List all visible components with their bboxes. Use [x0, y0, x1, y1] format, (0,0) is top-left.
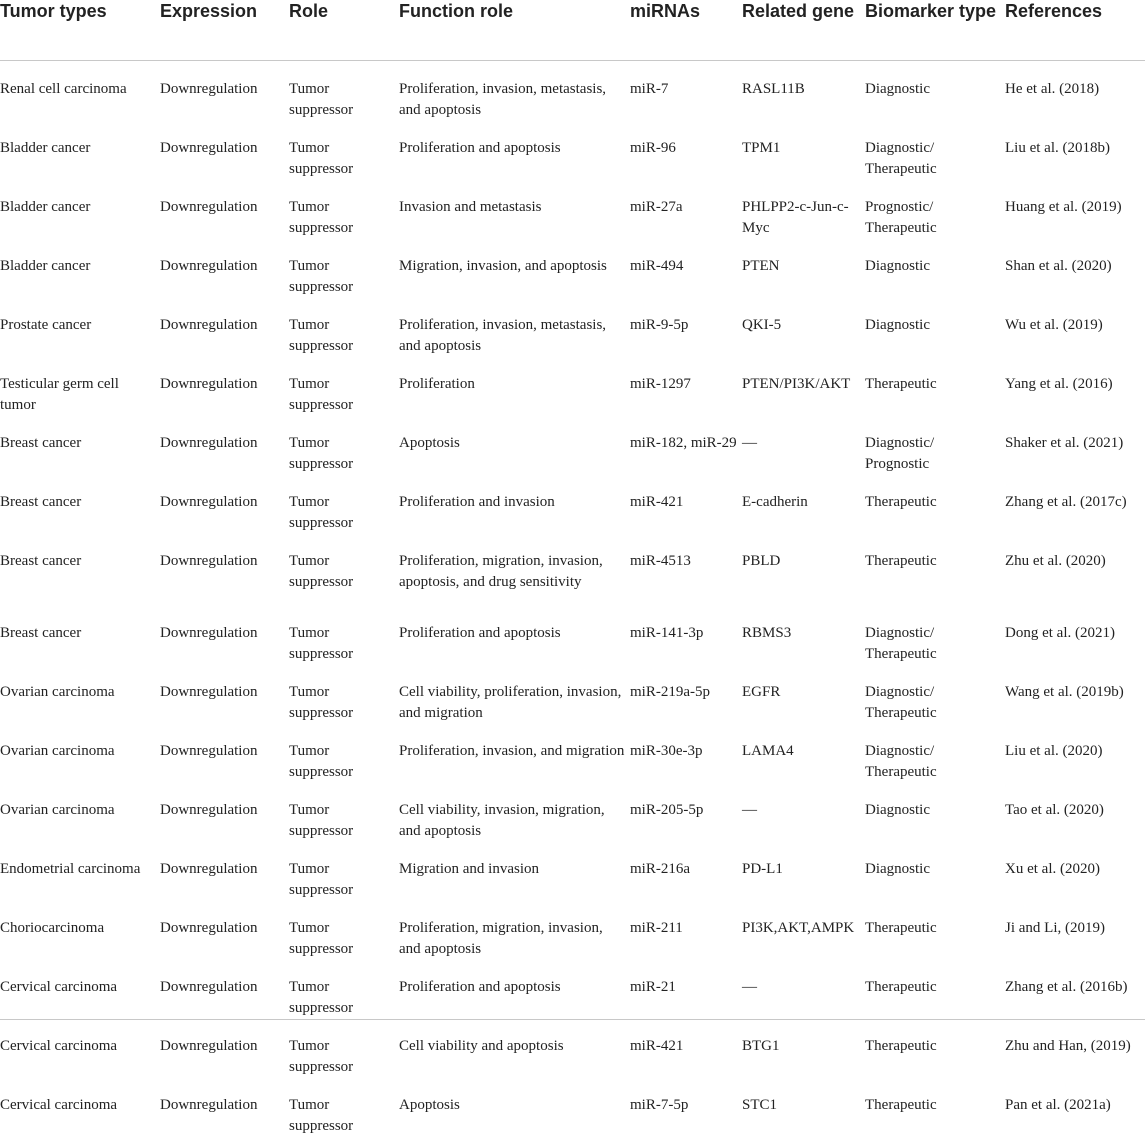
table-row — [0, 1019, 1145, 1078]
cell-reference: Xu et al. (2020) — [1005, 860, 1100, 877]
cell-reference: Zhu et al. (2020) — [1005, 552, 1106, 569]
header-biomarker-type: Biomarker type — [865, 1, 997, 21]
cell-biomarker-type: Therapeutic — [865, 552, 937, 569]
cell-expression: Downregulation — [160, 860, 258, 877]
header-references: References — [1005, 1, 1103, 21]
table-row — [0, 475, 1145, 534]
cell-role: Tumor suppressor — [289, 742, 354, 780]
cell-biomarker-type: Diagnostic — [865, 316, 930, 333]
cell-reference: Pan et al. (2021a) — [1005, 1096, 1111, 1113]
cell-mirnas: miR-96 — [630, 139, 676, 156]
header-related-gene: Related gene — [742, 1, 855, 21]
cell-mirnas: miR-219a-5p — [630, 683, 710, 700]
cell-function-role: Proliferation, migration, invasion, apoptosis, and drug sensitivity — [399, 552, 603, 590]
cell-biomarker-type: Diagnostic/ Prognostic — [865, 434, 935, 472]
table-row — [0, 842, 1145, 901]
table-row — [0, 180, 1145, 239]
cell-expression: Downregulation — [160, 198, 258, 215]
cell-mirnas: miR-494 — [630, 257, 684, 274]
cell-role: Tumor suppressor — [289, 375, 354, 413]
cell-role: Tumor suppressor — [289, 257, 354, 295]
cell-tumor-type: Bladder cancer — [0, 139, 91, 156]
cell-tumor-type: Cervical carcinoma — [0, 978, 118, 995]
cell-related-gene: — — [742, 801, 757, 818]
cell-mirnas: miR-7-5p — [630, 1096, 689, 1113]
cell-reference: Ji and Li, (2019) — [1005, 919, 1105, 936]
cell-reference: Liu et al. (2018b) — [1005, 139, 1110, 156]
cell-mirnas: miR-1297 — [630, 375, 691, 392]
cell-function-role: Invasion and metastasis — [399, 198, 542, 215]
table-row — [0, 239, 1145, 298]
table-row — [0, 606, 1145, 665]
cell-function-role: Proliferation and apoptosis — [399, 978, 561, 995]
cell-related-gene: RASL11B — [742, 80, 805, 97]
cell-function-role: Migration and invasion — [399, 860, 539, 877]
cell-mirnas: miR-141-3p — [630, 624, 704, 641]
cell-expression: Downregulation — [160, 978, 258, 995]
table-row — [0, 121, 1145, 180]
cell-expression: Downregulation — [160, 375, 258, 392]
cell-reference: Dong et al. (2021) — [1005, 624, 1115, 641]
cell-mirnas: miR-21 — [630, 978, 676, 995]
cell-related-gene: TPM1 — [742, 139, 781, 156]
cell-role: Tumor suppressor — [289, 860, 354, 898]
cell-biomarker-type: Diagnostic — [865, 860, 930, 877]
table-row — [0, 665, 1145, 724]
header-mirnas: miRNAs — [630, 1, 701, 21]
cell-reference: Zhang et al. (2017c) — [1005, 493, 1127, 510]
cell-related-gene: PTEN/PI3K/AKT — [742, 375, 851, 392]
cell-biomarker-type: Diagnostic — [865, 801, 930, 818]
cell-related-gene: PHLPP2-c-Jun-c-Myc — [742, 198, 849, 236]
cell-related-gene: EGFR — [742, 683, 781, 700]
cell-biomarker-type: Therapeutic — [865, 493, 937, 510]
cell-related-gene: PBLD — [742, 552, 781, 569]
table-row — [0, 60, 1145, 121]
cell-mirnas: miR-421 — [630, 1037, 684, 1054]
cell-role: Tumor suppressor — [289, 683, 354, 721]
cell-related-gene: PTEN — [742, 257, 780, 274]
cell-expression: Downregulation — [160, 1037, 258, 1054]
cell-role: Tumor suppressor — [289, 1037, 354, 1075]
header-row — [0, 0, 1145, 60]
cell-function-role: Cell viability, proliferation, invasion, and migration — [399, 683, 622, 721]
cell-biomarker-type: Diagnostic/ Therapeutic — [865, 742, 937, 780]
cell-reference: Wu et al. (2019) — [1005, 316, 1103, 333]
cell-function-role: Cell viability and apoptosis — [399, 1037, 564, 1054]
cell-related-gene: BTG1 — [742, 1037, 780, 1054]
cell-tumor-type: Breast cancer — [0, 434, 82, 451]
header-role: Role — [289, 1, 329, 21]
cell-mirnas: miR-30e-3p — [630, 742, 703, 759]
cell-mirnas: miR-216a — [630, 860, 690, 877]
cell-tumor-type: Bladder cancer — [0, 198, 91, 215]
cell-mirnas: miR-421 — [630, 493, 684, 510]
cell-function-role: Proliferation, invasion, metastasis, and apoptosis — [399, 316, 607, 354]
cell-role: Tumor suppressor — [289, 316, 354, 354]
cell-expression: Downregulation — [160, 434, 258, 451]
cell-reference: Shaker et al. (2021) — [1005, 434, 1124, 451]
cell-expression: Downregulation — [160, 624, 258, 641]
table-row — [0, 783, 1145, 842]
table-row — [0, 1078, 1145, 1137]
cell-expression: Downregulation — [160, 80, 258, 97]
cell-function-role: Proliferation, invasion, metastasis, and apoptosis — [399, 80, 607, 118]
cell-function-role: Proliferation, migration, invasion, and apoptosis — [399, 919, 603, 957]
cell-biomarker-type: Diagnostic/ Therapeutic — [865, 139, 937, 177]
cell-mirnas: miR-7 — [630, 80, 669, 97]
cell-tumor-type: Endometrial carcinoma — [0, 860, 141, 877]
cell-mirnas: miR-4513 — [630, 552, 691, 569]
table-header — [0, 0, 1145, 60]
cell-role: Tumor suppressor — [289, 552, 354, 590]
cell-biomarker-type: Therapeutic — [865, 375, 937, 392]
cell-tumor-type: Ovarian carcinoma — [0, 742, 115, 759]
cell-role: Tumor suppressor — [289, 801, 354, 839]
cell-biomarker-type: Therapeutic — [865, 919, 937, 936]
header-tumor-types: Tumor types — [0, 1, 107, 21]
cell-tumor-type: Breast cancer — [0, 493, 82, 510]
cell-tumor-type: Testicular germ cell tumor — [0, 375, 119, 413]
cell-related-gene: — — [742, 978, 757, 995]
cell-mirnas: miR-182, miR-29 — [630, 434, 737, 451]
cell-tumor-type: Bladder cancer — [0, 257, 91, 274]
cell-tumor-type: Cervical carcinoma — [0, 1037, 118, 1054]
cell-related-gene: LAMA4 — [742, 742, 794, 759]
cell-related-gene: — — [742, 434, 757, 451]
cell-tumor-type: Choriocarcinoma — [0, 919, 105, 936]
cell-tumor-type: Prostate cancer — [0, 316, 92, 333]
table-body — [0, 60, 1145, 1137]
cell-tumor-type: Breast cancer — [0, 624, 82, 641]
cell-function-role: Apoptosis — [399, 434, 460, 451]
table-row — [0, 416, 1145, 475]
cell-reference: Yang et al. (2016) — [1005, 375, 1113, 392]
cell-expression: Downregulation — [160, 493, 258, 510]
cell-role: Tumor suppressor — [289, 434, 354, 472]
cell-reference: Tao et al. (2020) — [1005, 801, 1104, 818]
cell-biomarker-type: Prognostic/ Therapeutic — [865, 198, 937, 236]
cell-function-role: Proliferation and apoptosis — [399, 139, 561, 156]
cell-function-role: Apoptosis — [399, 1096, 460, 1113]
cell-tumor-type: Ovarian carcinoma — [0, 801, 115, 818]
table-row — [0, 724, 1145, 783]
table-bottom-rule — [0, 1019, 1145, 1020]
cell-function-role: Proliferation, invasion, and migration — [399, 742, 625, 759]
cell-role: Tumor suppressor — [289, 198, 354, 236]
cell-reference: He et al. (2018) — [1005, 80, 1100, 97]
cell-reference: Zhang et al. (2016b) — [1005, 978, 1128, 995]
cell-role: Tumor suppressor — [289, 978, 354, 1016]
cell-mirnas: miR-211 — [630, 919, 683, 936]
cell-biomarker-type: Therapeutic — [865, 1037, 937, 1054]
cell-related-gene: PD-L1 — [742, 860, 783, 877]
header-expression: Expression — [160, 1, 258, 21]
cell-reference: Huang et al. (2019) — [1005, 198, 1122, 215]
cell-biomarker-type: Diagnostic/ Therapeutic — [865, 624, 937, 662]
cell-tumor-type: Breast cancer — [0, 552, 82, 569]
cell-related-gene: QKI-5 — [742, 316, 782, 333]
cell-biomarker-type: Diagnostic — [865, 257, 930, 274]
cell-function-role: Proliferation and apoptosis — [399, 624, 561, 641]
cell-expression: Downregulation — [160, 552, 258, 569]
cell-tumor-type: Renal cell carcinoma — [0, 80, 127, 97]
cell-role: Tumor suppressor — [289, 80, 354, 118]
table-row — [0, 357, 1145, 416]
cell-expression: Downregulation — [160, 683, 258, 700]
cell-reference: Liu et al. (2020) — [1005, 742, 1103, 759]
cell-biomarker-type: Therapeutic — [865, 1096, 937, 1113]
cell-tumor-type: Ovarian carcinoma — [0, 683, 115, 700]
header-function-role: Function role — [399, 1, 513, 21]
cell-role: Tumor suppressor — [289, 624, 354, 662]
cell-related-gene: RBMS3 — [742, 624, 792, 641]
cell-tumor-type: Cervical carcinoma — [0, 1096, 118, 1113]
cell-role: Tumor suppressor — [289, 493, 354, 531]
cell-mirnas: miR-205-5p — [630, 801, 704, 818]
cell-biomarker-type: Therapeutic — [865, 978, 937, 995]
cell-expression: Downregulation — [160, 257, 258, 274]
cell-reference: Zhu and Han, (2019) — [1005, 1037, 1131, 1054]
cell-biomarker-type: Diagnostic — [865, 80, 930, 97]
cell-function-role: Proliferation — [399, 375, 475, 392]
cell-role: Tumor suppressor — [289, 139, 354, 177]
cell-related-gene: PI3K,AKT,AMPK — [742, 919, 855, 936]
cell-role: Tumor suppressor — [289, 1096, 354, 1134]
cell-related-gene: STC1 — [742, 1096, 778, 1113]
cell-expression: Downregulation — [160, 919, 258, 936]
cell-reference: Shan et al. (2020) — [1005, 257, 1112, 274]
cell-expression: Downregulation — [160, 742, 258, 759]
cell-function-role: Proliferation and invasion — [399, 493, 555, 510]
table-row — [0, 298, 1145, 357]
cell-expression: Downregulation — [160, 801, 258, 818]
cell-mirnas: miR-27a — [630, 198, 683, 215]
cell-related-gene: E-cadherin — [742, 493, 808, 510]
table-row — [0, 960, 1145, 1019]
cell-reference: Wang et al. (2019b) — [1005, 683, 1124, 700]
table-row — [0, 534, 1145, 606]
table-row — [0, 901, 1145, 960]
cell-function-role: Migration, invasion, and apoptosis — [399, 257, 607, 274]
cell-role: Tumor suppressor — [289, 919, 354, 957]
cell-biomarker-type: Diagnostic/ Therapeutic — [865, 683, 937, 721]
cell-expression: Downregulation — [160, 1096, 258, 1113]
cell-expression: Downregulation — [160, 139, 258, 156]
cell-function-role: Cell viability, invasion, migration, and apoptosis — [399, 801, 605, 839]
cell-mirnas: miR-9-5p — [630, 316, 689, 333]
cell-expression: Downregulation — [160, 316, 258, 333]
